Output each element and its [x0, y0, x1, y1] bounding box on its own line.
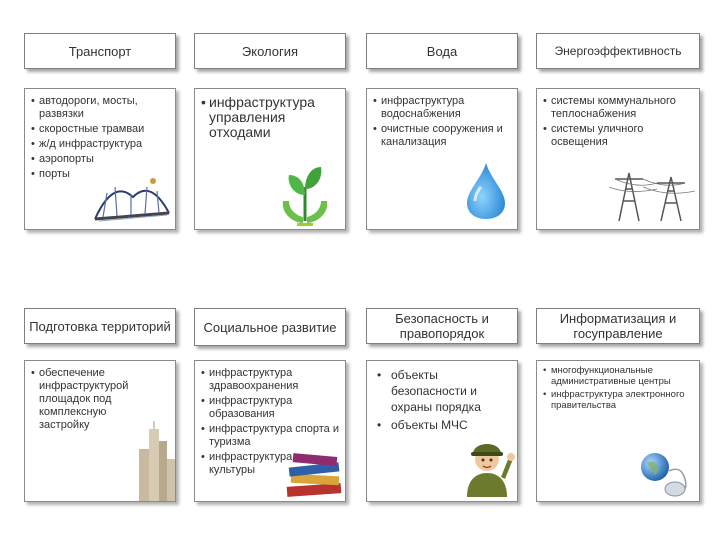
power-lines-icon	[609, 167, 695, 223]
sprout-hands-icon	[277, 161, 333, 227]
list-item: • очистные сооружения и канализация	[373, 123, 513, 149]
card-social	[194, 360, 346, 502]
list-item: • инфраструктура образования	[201, 395, 341, 421]
card-informatization	[536, 360, 700, 502]
list-item: • аэропорты	[31, 153, 175, 166]
list-item: • инфраструктура культуры	[201, 451, 341, 477]
card-territory-prep	[24, 360, 176, 502]
list-item: • системы уличного освещения	[543, 123, 693, 149]
bullet-list	[543, 365, 697, 413]
list-item: • ж/д инфраструктура	[31, 138, 175, 151]
card-transport	[24, 88, 176, 230]
list-item: • объекты безопасности и охраны порядка	[377, 367, 513, 415]
list-item: • инфраструктура здравоохранения	[201, 367, 341, 393]
bullet-list	[31, 367, 141, 434]
header-label: Экология	[241, 43, 299, 59]
header-ecology	[194, 33, 346, 69]
skyscrapers-icon	[137, 419, 177, 501]
list-item: • многофункциональные административные центры	[543, 365, 697, 387]
books-icon	[283, 447, 345, 499]
header-social	[194, 308, 346, 346]
bullet-list	[543, 95, 693, 151]
list-item: • инфраструктура спорта и туризма	[201, 423, 341, 449]
bullet-list	[373, 95, 513, 151]
header-label: Вода	[426, 43, 458, 59]
list-item: • обеспечение инфраструктурой площадок под комплексную застройку	[31, 367, 141, 432]
card-water	[366, 88, 518, 230]
water-drop-icon	[463, 161, 509, 221]
list-item: • инфраструктура водоснабжения	[373, 95, 513, 121]
list-item: • порты	[31, 168, 175, 181]
bullet-list	[201, 95, 341, 142]
card-energy	[536, 88, 700, 230]
list-item: • инфраструктура управления отходами	[201, 95, 341, 140]
header-water	[366, 33, 518, 69]
header-label: Социальное развитие	[203, 319, 337, 335]
list-item: • инфраструктура электронного правительства	[543, 389, 697, 411]
header-energy	[536, 33, 700, 69]
soldier-salute-icon	[459, 433, 515, 499]
header-label: Энергоэффективность	[554, 43, 682, 58]
bullet-list	[377, 367, 513, 435]
header-informatization	[536, 308, 700, 344]
list-item: • автодороги, мосты, развязки	[31, 95, 175, 121]
header-label: Подготовка территорий	[29, 318, 171, 334]
bridge-icon	[93, 169, 171, 225]
header-security	[366, 308, 518, 344]
globe-mouse-icon	[635, 445, 695, 499]
header-label: Информатизация и госуправление	[559, 311, 677, 341]
header-label: Безопасность и правопорядок	[395, 311, 489, 341]
header-label: Транспорт	[68, 43, 132, 59]
list-item: • скоростные трамваи	[31, 123, 175, 136]
list-item: • объекты МЧС	[377, 417, 513, 433]
card-ecology	[194, 88, 346, 230]
header-transport	[24, 33, 176, 69]
header-territory-prep	[24, 308, 176, 344]
card-security	[366, 360, 518, 502]
list-item: • системы коммунального теплоснабжения	[543, 95, 693, 121]
